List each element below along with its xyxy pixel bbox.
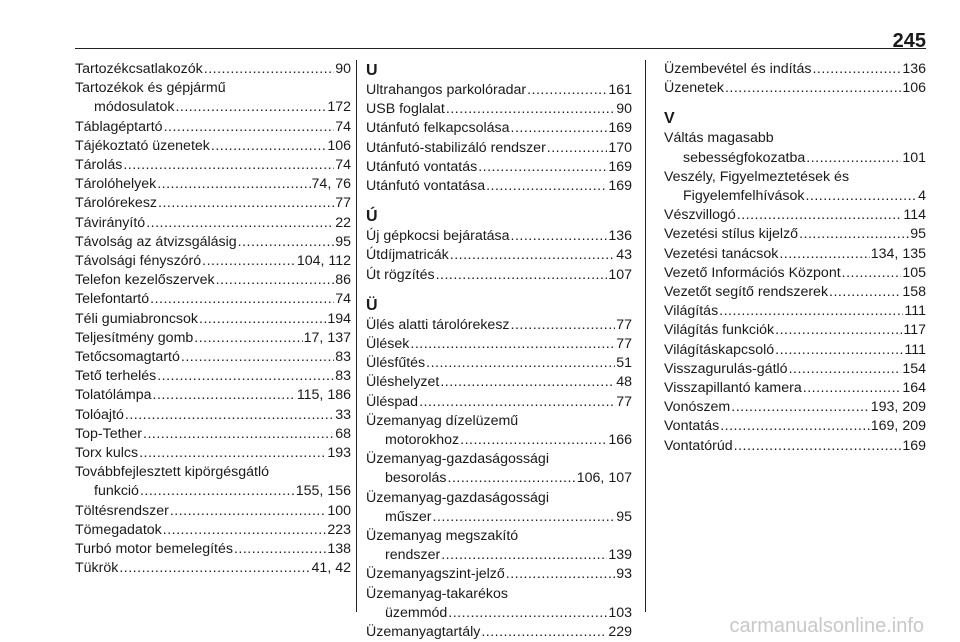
index-entry (366, 546, 632, 565)
index-entry (75, 386, 351, 405)
index-entry-pages: 68 (335, 425, 351, 442)
leader-dots (737, 206, 903, 225)
index-entry-term: Tárolórekesz (75, 195, 158, 212)
leader-dots (143, 425, 334, 444)
index-entry (664, 245, 926, 264)
index-entry (75, 175, 351, 194)
index-entry-term: Tolatólámpa (75, 387, 152, 404)
index-entry-term: Üzenetek (664, 80, 724, 97)
index-entry (366, 604, 632, 623)
index-entry-term: Üléspad (366, 393, 419, 410)
index-entry-pages: 166 (608, 432, 632, 449)
index-entry-term: Turbó motor bemelegítés (75, 541, 233, 558)
leader-dots (511, 316, 616, 335)
index-entry-pages: 169, 209 (870, 418, 926, 435)
index-entry (366, 81, 632, 100)
index-entry-pages: 48 (616, 374, 632, 391)
leader-dots (238, 233, 335, 252)
index-entry-term: Visszapillantó kamera (664, 380, 802, 397)
index-entry-head: Veszély, Figyelmeztetések és (664, 168, 850, 185)
index-entry-term: Tető terhelés (75, 368, 157, 385)
index-entry-term: Vezetőt segítő rendszerek (664, 284, 829, 301)
leader-dots (806, 149, 901, 168)
index-entry-head: Váltás magasabb (664, 130, 774, 147)
index-entry-term: Üzemanyagtartály (366, 624, 481, 641)
index-entry-pages: 74 (335, 118, 351, 135)
leader-dots (547, 139, 608, 158)
index-entry-head: Továbbfejlesztett kipörgésgátló (75, 464, 270, 481)
index-entry-term: Világítás (664, 303, 719, 320)
index-entry-pages: 139 (608, 547, 632, 564)
leader-dots (441, 546, 607, 565)
index-entry-pages: 51 (616, 355, 632, 372)
index-entry-pages: 22 (335, 214, 351, 231)
index-entry (366, 335, 632, 354)
index-entry-term: Út rögzítés (366, 266, 435, 283)
page-number: 245 (892, 30, 926, 52)
index-entry (664, 437, 926, 456)
index-entry (75, 406, 351, 425)
index-entry-term: Utánfutó vontatás (366, 158, 478, 175)
index-entry-pages: 95 (910, 226, 926, 243)
index-entry-pages: 193, 209 (870, 399, 926, 416)
index-entry-pages: 138 (327, 541, 351, 558)
leader-dots (775, 321, 902, 340)
index-entry (75, 156, 351, 175)
index-entry-term: Tájékoztató üzenetek (75, 137, 210, 154)
leader-dots (805, 187, 917, 206)
index-letter-heading: V (664, 110, 675, 128)
leader-dots (204, 60, 334, 79)
index-letter-heading: U (366, 62, 378, 79)
index-entry-pages: 170 (608, 139, 632, 156)
index-entry (664, 283, 926, 302)
index-entry (664, 302, 926, 321)
section-gap (664, 98, 926, 108)
index-entry-term: funkció (94, 483, 139, 500)
leader-dots (450, 246, 615, 265)
index-entry (366, 393, 632, 412)
index-entry-term: Tetőcsomagtartó (75, 349, 180, 366)
index-entry-term: Vezető Információs Központ (664, 264, 841, 281)
index-entry-term: USB foglalat (366, 101, 445, 118)
column-divider-2 (645, 60, 646, 612)
leader-dots (720, 417, 870, 436)
index-entry (75, 137, 351, 156)
index-entry-term: módosulatok (94, 99, 175, 116)
leader-dots (779, 245, 869, 264)
index-entry-term: sebességfokozatba (683, 149, 806, 166)
index-entry (366, 158, 632, 177)
index-entry-pages: 172 (327, 99, 351, 116)
index-entry-term: Tárolóhelyek (75, 176, 157, 193)
index-entry-term: besorolás (385, 470, 447, 487)
index-entry-pages: 104, 112 (296, 253, 351, 270)
index-entry-term: Figyelemfelhívások (683, 188, 805, 205)
leader-dots (719, 302, 903, 321)
watermark: carmanualsonline.info (729, 615, 924, 637)
leader-dots (446, 100, 615, 119)
index-entry (366, 246, 632, 265)
index-entry (75, 444, 351, 463)
index-entry (75, 482, 351, 501)
leader-dots (150, 290, 334, 309)
index-entry (75, 290, 351, 309)
index-entry-pages: 136 (902, 61, 926, 77)
index-entry-term: Tárolás (75, 157, 123, 174)
index-column-1 (75, 60, 351, 578)
leader-dots (202, 252, 296, 271)
index-entry-pages: 74 (335, 291, 351, 308)
leader-dots (829, 283, 901, 302)
index-column-3 (664, 60, 926, 456)
leader-dots (426, 354, 615, 373)
index-entry-term: Vészvillogó (664, 207, 736, 224)
index-entry (664, 187, 926, 206)
index-entry-pages: 194 (327, 310, 351, 327)
index-entry-term: üzemmód (385, 604, 448, 621)
index-entry-pages: 17, 137 (303, 329, 351, 346)
index-entry (664, 60, 926, 79)
index-entry-term: Új gépkocsi bejáratása (366, 228, 510, 245)
index-entry-term: Vontatórúd (664, 437, 733, 454)
index-entry (366, 119, 632, 138)
index-entry (664, 360, 926, 379)
leader-dots (460, 431, 607, 450)
leader-dots (506, 565, 615, 584)
index-entry-head: Üzemanyag megszakító (366, 528, 519, 545)
index-entry (366, 316, 632, 335)
index-entry-term: Telefontartó (75, 291, 150, 308)
index-entry (75, 425, 351, 444)
leader-dots (803, 379, 902, 398)
index-entry (366, 431, 632, 450)
index-entry-pages: 193 (327, 445, 351, 462)
leader-dots (440, 373, 615, 392)
leader-dots (146, 214, 334, 233)
leader-dots (163, 521, 327, 540)
leader-dots (125, 406, 334, 425)
index-entry-term: Ülés alatti tárolórekesz (366, 316, 510, 333)
leader-dots (199, 310, 326, 329)
index-entry (664, 321, 926, 340)
index-entry-term: Világítás funkciók (664, 322, 775, 339)
index-entry-term: Téli gumiabroncsok (75, 310, 199, 327)
index-entry-term: Üléshelyzet (366, 374, 440, 391)
index-entry-term: Utánfutó vontatása (366, 178, 486, 195)
index-entry-term: Vezetési stílus kijelző (664, 226, 799, 243)
index-entry-term: Üzembevétel és indítás (664, 61, 812, 77)
leader-dots (175, 98, 326, 117)
index-entry (75, 118, 351, 137)
index-entry-term: Tükrök (75, 560, 119, 577)
index-entry-pages: 77 (616, 336, 632, 353)
leader-dots (812, 60, 901, 79)
index-entry-pages: 93 (616, 566, 632, 583)
leader-dots (511, 227, 608, 246)
index-entry-head: Üzemanyag-takarékos (366, 585, 508, 602)
index-entry-pages: 117 (903, 322, 926, 339)
index-entry-term: műszer (385, 508, 432, 525)
index-entry (75, 502, 351, 521)
index-entry-term: Ülésfűtés (366, 355, 426, 372)
index-entry (75, 98, 351, 117)
index-entry-term: rendszer (385, 547, 441, 564)
index-entry-pages: 95 (335, 233, 351, 250)
index-entry-head: Tartozékok és gépjármű (75, 80, 226, 97)
index-entry (75, 60, 351, 79)
index-entry-pages: 169 (608, 120, 632, 137)
index-entry (366, 623, 632, 642)
index-entry-term: Vezetési tanácsok (664, 245, 779, 262)
index-entry-pages: 154 (902, 360, 926, 377)
index-entry-pages: 107 (608, 266, 632, 283)
index-entry (664, 225, 926, 244)
index-entry (664, 417, 926, 436)
index-entry-pages: 106 (327, 137, 351, 154)
leader-dots (734, 437, 902, 456)
index-entry-pages: 74 (335, 157, 351, 174)
leader-dots (119, 559, 310, 578)
leader-dots (158, 194, 334, 213)
leader-dots (789, 360, 902, 379)
index-entry-pages: 74, 76 (311, 176, 351, 193)
leader-dots (511, 119, 608, 138)
index-entry-head: Üzemanyag-gazdaságossági (366, 489, 549, 506)
index-entry-head: Üzemanyag-gazdaságossági (366, 451, 549, 468)
index-entry-pages: 115, 186 (296, 387, 351, 404)
index-entry-pages: 164 (902, 380, 926, 397)
index-entry-pages: 169 (902, 437, 926, 454)
index-entry (366, 508, 632, 527)
index-entry-pages: 90 (335, 61, 351, 77)
leader-dots (448, 469, 576, 488)
index-entry-term: Torx kulcs (75, 445, 139, 462)
index-entry-pages: 95 (616, 508, 632, 525)
leader-dots (478, 158, 607, 177)
leader-dots (775, 341, 903, 360)
leader-dots (842, 264, 902, 283)
leader-dots (123, 156, 334, 175)
index-entry-pages: 161 (608, 82, 632, 98)
leader-dots (419, 393, 615, 412)
section-gap (366, 285, 632, 295)
index-entry-term: Tartozékcsatlakozók (75, 61, 203, 77)
index-entry-pages: 169 (608, 158, 632, 175)
index-entry-pages: 4 (918, 188, 926, 205)
index-entry (75, 271, 351, 290)
index-entry-term: Ultrahangos parkolóradar (366, 82, 527, 98)
leader-dots (164, 118, 335, 137)
index-entry-pages: 101 (902, 149, 926, 166)
leader-dots (799, 225, 909, 244)
leader-dots (153, 386, 296, 405)
index-entry-term: Telefon kezelőszervek (75, 272, 215, 289)
index-entry (75, 559, 351, 578)
leader-dots (170, 502, 326, 521)
index-entry-pages: 41, 42 (311, 560, 351, 577)
index-entry (75, 348, 351, 367)
leader-dots (157, 367, 334, 386)
leader-dots (448, 604, 607, 623)
index-entry (75, 194, 351, 213)
index-column-2 (366, 60, 632, 642)
leader-dots (433, 508, 616, 527)
index-entry-pages: 103 (608, 604, 632, 621)
leader-dots (211, 137, 326, 156)
index-entry-pages: 158 (902, 284, 926, 301)
index-entry-term: Töltésrendszer (75, 502, 169, 519)
index-entry (664, 264, 926, 283)
leader-dots (234, 540, 326, 559)
index-entry (75, 521, 351, 540)
index-entry (664, 149, 926, 168)
column-divider-1 (356, 60, 357, 612)
index-entry-pages: 83 (335, 368, 351, 385)
index-entry-pages: 111 (904, 303, 926, 320)
index-entry (664, 341, 926, 360)
index-entry-term: motorokhoz (385, 432, 460, 449)
index-entry-pages: 33 (335, 406, 351, 423)
leader-dots (140, 482, 295, 501)
leader-dots (486, 177, 607, 196)
index-entry (366, 177, 632, 196)
leader-dots (527, 81, 607, 100)
index-entry-term: Világításkapcsoló (664, 341, 775, 358)
index-entry-term: Teljesítmény gomb (75, 329, 194, 346)
index-entry (366, 469, 632, 488)
index-entry-pages: 86 (335, 272, 351, 289)
index-entry (366, 354, 632, 373)
index-entry-term: Tömegadatok (75, 521, 162, 538)
index-entry-term: Ülések (366, 336, 410, 353)
leader-dots (181, 348, 334, 367)
index-entry-pages: 43 (616, 247, 632, 264)
index-entry-pages: 111 (904, 341, 926, 358)
index-letter-heading: Ü (366, 296, 378, 314)
index-entry-head: Üzemanyag dízelüzemű (366, 412, 519, 429)
index-entry-pages: 106, 107 (576, 470, 632, 487)
index-entry (366, 227, 632, 246)
index-entry-pages: 106 (902, 80, 926, 97)
index-entry (75, 233, 351, 252)
index-entry-pages: 105 (902, 264, 926, 281)
index-entry-term: Utánfutó felkapcsolása (366, 120, 510, 137)
index-entry-term: Távirányító (75, 214, 146, 231)
index-entry-pages: 77 (335, 195, 351, 212)
index-entry (664, 379, 926, 398)
index-entry (664, 206, 926, 225)
index-entry-pages: 155, 156 (295, 483, 351, 500)
index-entry (75, 329, 351, 348)
index-entry-term: Visszagurulás-gátló (664, 360, 788, 377)
index-entry-pages: 136 (608, 228, 632, 245)
index-entry-term: Táblagéptartó (75, 118, 163, 135)
leader-dots (436, 266, 608, 285)
index-entry-term: Top-Tether (75, 425, 143, 442)
leader-dots (731, 398, 870, 417)
index-entry (664, 398, 926, 417)
index-entry-pages: 114 (903, 207, 926, 224)
index-entry-pages: 134, 135 (870, 245, 926, 262)
leader-dots (481, 623, 607, 642)
section-gap (366, 196, 632, 206)
index-entry-pages: 229 (608, 624, 632, 641)
index-entry-term: Távolsági fényszóró (75, 253, 202, 270)
index-entry (366, 266, 632, 285)
leader-dots (194, 329, 302, 348)
index-entry-pages: 169 (608, 178, 632, 195)
index-entry-term: Vontatás (664, 418, 720, 435)
index-entry (75, 540, 351, 559)
index-entry-term: Útdíjmatricák (366, 247, 449, 264)
index-entry (75, 252, 351, 271)
index-entry-term: Vonószem (664, 399, 731, 416)
leader-dots (139, 444, 326, 463)
leader-dots (410, 335, 615, 354)
index-entry-term: Tolóajtó (75, 406, 124, 423)
index-entry-pages: 83 (335, 349, 351, 366)
index-entry-term: Távolság az átvizsgálásig (75, 233, 237, 250)
index-entry (75, 310, 351, 329)
index-entry (75, 214, 351, 233)
index-entry-pages: 77 (616, 393, 632, 410)
index-entry (366, 139, 632, 158)
index-entry-pages: 77 (616, 316, 632, 333)
index-entry (75, 367, 351, 386)
index-letter-heading: Ú (366, 208, 378, 226)
leader-dots (216, 271, 335, 290)
leader-dots (157, 175, 310, 194)
index-entry-pages: 100 (327, 502, 351, 519)
index-entry (664, 79, 926, 98)
leader-dots (725, 79, 901, 98)
index-entry (366, 565, 632, 584)
index-entry (366, 100, 632, 119)
index-entry (366, 373, 632, 392)
index-entry-term: Utánfutó-stabilizáló rendszer (366, 139, 546, 156)
index-entry-pages: 90 (616, 101, 632, 118)
index-entry-pages: 223 (327, 521, 351, 538)
header-rule (75, 48, 926, 49)
index-entry-term: Üzemanyagszint-jelző (366, 566, 505, 583)
